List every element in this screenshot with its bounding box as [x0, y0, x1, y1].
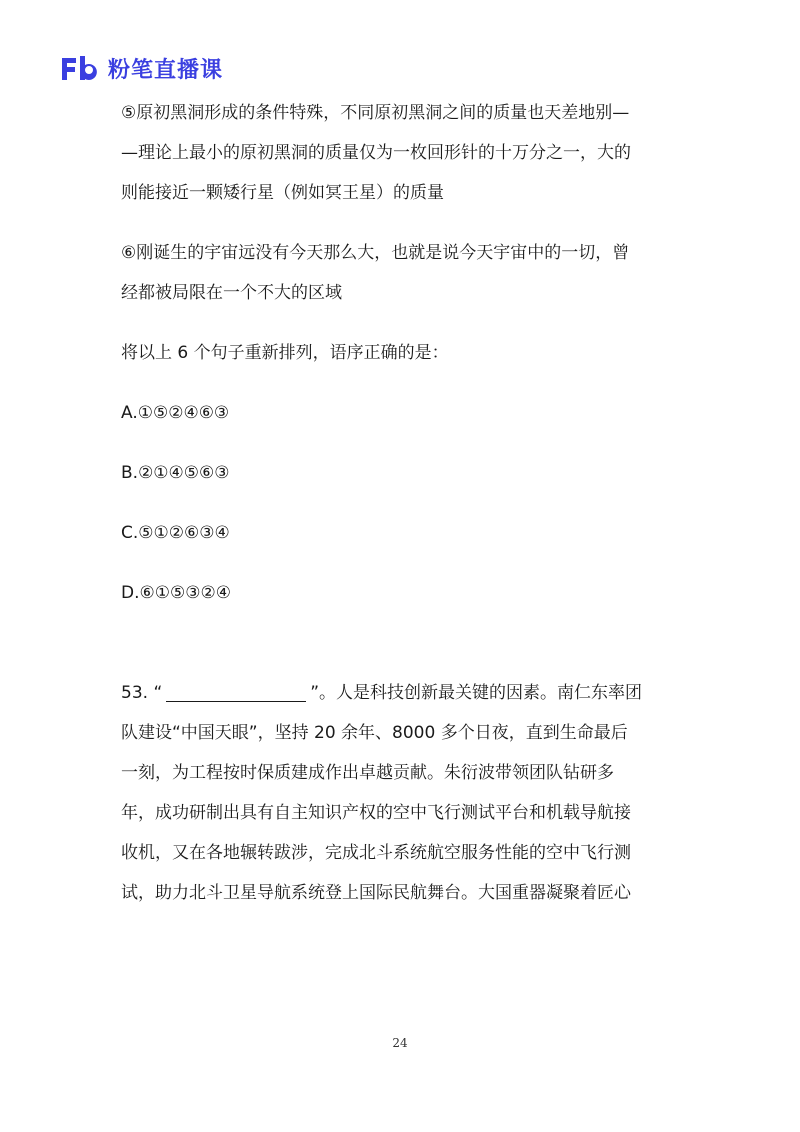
- question-53-first-line: [121, 678, 681, 708]
- question-53: [121, 678, 681, 908]
- answer-blank: [166, 681, 306, 702]
- brand-title: 粉笔直播课: [108, 57, 224, 83]
- text-line: —理论上最小的原初黑洞的质量仅为一枚回形针的十万分之一，大的: [121, 143, 631, 163]
- text-line: 则能接近一颗矮行星（例如冥王星）的质量: [121, 183, 444, 203]
- option-d[interactable]: D.⑥①⑤③②④: [121, 583, 231, 603]
- page-number: 24: [392, 1036, 408, 1050]
- sentence-5: [121, 98, 681, 208]
- text-line: 年，成功研制出具有自主知识产权的空中飞行测试平台和机载导航接: [121, 803, 631, 823]
- fb-logo-icon: [60, 54, 100, 82]
- text-line: ⑥刚诞生的宇宙远没有今天那么大，也就是说今天宇宙中的一切，曾: [121, 243, 630, 263]
- question-text: ”。人是科技创新最关键的因素。南仁东率团: [310, 683, 643, 703]
- text-line: 经都被局限在一个不大的区域: [121, 283, 342, 303]
- text-line: 队建设“中国天眼”，坚持 20 余年、8000 多个日夜，直到生命最后: [121, 723, 628, 743]
- text-line: 收机，又在各地辗转跋涉，完成北斗系统航空服务性能的空中飞行测: [121, 843, 631, 863]
- text-line: ⑤原初黑洞形成的条件特殊，不同原初黑洞之间的质量也天差地别—: [121, 103, 630, 123]
- text-line: 试，助力北斗卫星导航系统登上国际民航舞台。大国重器凝聚着匠心: [121, 883, 631, 903]
- sentence-6: [121, 238, 681, 308]
- option-b[interactable]: B.②①④⑤⑥③: [121, 463, 230, 483]
- text-line: 一刻，为工程按时保质建成作出卓越贡献。朱衍波带领团队钻研多: [121, 763, 614, 783]
- option-c[interactable]: C.⑤①②⑥③④: [121, 523, 230, 543]
- header: [60, 50, 223, 86]
- question-number: 53. “: [121, 683, 163, 703]
- option-a[interactable]: A.①⑤②④⑥③: [121, 403, 230, 423]
- page-content: [121, 98, 681, 908]
- question-prompt: 将以上 6 个句子重新排列，语序正确的是：: [121, 343, 449, 363]
